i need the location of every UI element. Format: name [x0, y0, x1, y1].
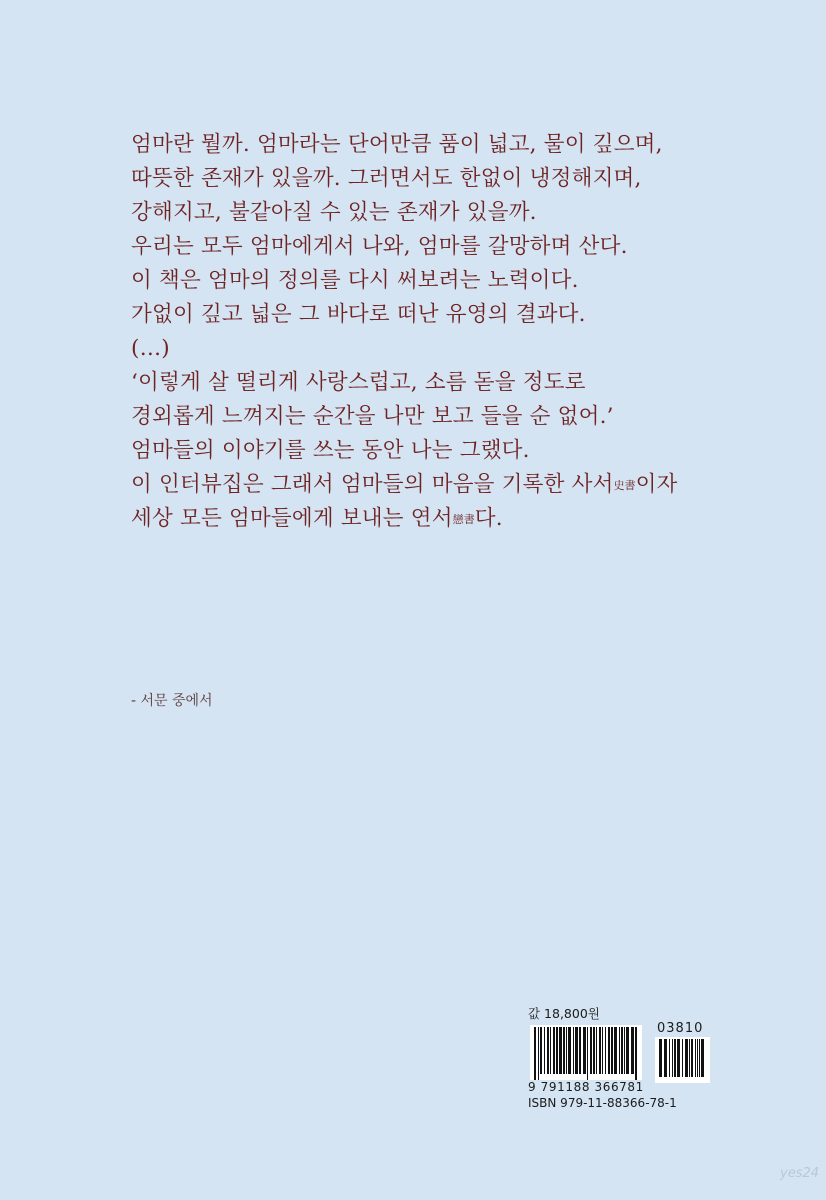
barcode-bar [547, 1027, 549, 1074]
barcode-bar [611, 1027, 613, 1074]
barcode-bar [689, 1039, 690, 1077]
source-note: - 서문 중에서 [131, 693, 213, 709]
excerpt-line: 가없이 깊고 넓은 그 바다로 떠난 유영의 결과다. [131, 302, 586, 327]
barcode-bar [695, 1039, 696, 1077]
excerpt-line: (…) [131, 336, 170, 361]
barcode-bar [635, 1027, 637, 1080]
barcode-bar [674, 1039, 676, 1077]
barcode-bar [550, 1027, 551, 1074]
barcode-bar [682, 1039, 683, 1077]
addon-barcode-bars [655, 1037, 710, 1083]
excerpt-line [131, 502, 731, 536]
barcode-bar [697, 1039, 698, 1077]
excerpt-line: 이 책은 엄마의 정의를 다시 써보려는 노력이다. [131, 268, 579, 293]
ean-barcode [530, 1025, 642, 1080]
hanja-annotation: 史書 [613, 479, 636, 492]
barcode-bar [672, 1039, 673, 1077]
barcode-bar [583, 1027, 586, 1074]
barcode-bar [631, 1027, 634, 1074]
barcode-bar [534, 1027, 536, 1080]
barcode-bar [659, 1039, 662, 1077]
barcode-bar [563, 1027, 565, 1074]
barcode-bar [626, 1027, 629, 1074]
barcode-bar [664, 1039, 667, 1077]
barcode-bar [699, 1039, 700, 1077]
addon-barcode [655, 1037, 710, 1083]
barcode-bar [619, 1027, 620, 1074]
barcode-bar [587, 1027, 588, 1080]
barcode-bar [573, 1027, 574, 1074]
excerpt-line: 엄마란 뭘까. 엄마라는 단어만큼 품이 넓고, 물이 깊으며, [131, 132, 663, 157]
barcode-bar [602, 1027, 603, 1074]
excerpt-text-span: 이자 [635, 472, 678, 497]
excerpt-line: 경외롭게 느껴지는 순간을 나만 보고 들을 순 없어.’ [131, 404, 614, 429]
excerpt-line: 따뜻한 존재가 있을까. 그러면서도 한없이 냉정해지며, [131, 166, 642, 191]
barcode-bar [701, 1039, 704, 1077]
excerpt-text-span: 다. [474, 506, 503, 531]
barcode-bar [677, 1039, 680, 1077]
watermark: yes24 [780, 1166, 820, 1181]
barcode-bar [593, 1027, 595, 1074]
barcode-bar [575, 1027, 578, 1074]
price-label: 값 18,800원 [528, 1006, 600, 1021]
isbn-label: ISBN 979-11-88366-78-1 [528, 1096, 677, 1110]
excerpt-line: ‘이렇게 살 떨리게 사랑스럽고, 소름 돋을 정도로 [131, 370, 586, 395]
barcode-bar [540, 1027, 542, 1074]
barcode-block [528, 1004, 728, 1110]
barcode-bar [544, 1027, 545, 1074]
excerpt-text-span: 이 인터뷰집은 그래서 엄마들의 마음을 기록한 사서 [131, 472, 614, 497]
barcode-bar [614, 1027, 617, 1074]
ean-barcode-bars [530, 1025, 642, 1080]
excerpt-line [131, 468, 731, 502]
barcode-bar [685, 1039, 688, 1077]
barcode-bar [608, 1027, 610, 1074]
barcode-bar [599, 1027, 601, 1074]
excerpt-line: 강해지고, 불같아질 수 있는 존재가 있을까. [131, 200, 537, 225]
excerpt-text-span: 세상 모든 엄마들에게 보내는 연서 [131, 506, 453, 531]
barcode-bar [669, 1039, 670, 1077]
excerpt-text [131, 128, 731, 536]
hanja-annotation: 戀書 [452, 513, 475, 526]
barcode-bar [624, 1027, 625, 1074]
barcode-bar [579, 1027, 581, 1074]
barcode-bar [590, 1027, 592, 1074]
excerpt-line: 우리는 모두 엄마에게서 나와, 엄마를 갈망하며 산다. [131, 234, 628, 259]
barcode-bar [605, 1027, 606, 1074]
barcode-bar [553, 1027, 555, 1074]
barcode-bar [568, 1027, 571, 1074]
ean-digits: 9 791188 366781 [528, 1080, 644, 1094]
barcode-bar [538, 1027, 539, 1080]
barcode-bar [559, 1027, 562, 1074]
barcode-bar [556, 1027, 558, 1074]
barcode-bar [566, 1027, 567, 1074]
addon-code: 03810 [657, 1021, 704, 1036]
barcode-bar [596, 1027, 597, 1074]
barcode-bar [691, 1039, 693, 1077]
barcode-bar [621, 1027, 623, 1074]
excerpt-line: 엄마들의 이야기를 쓰는 동안 나는 그랬다. [131, 438, 530, 463]
